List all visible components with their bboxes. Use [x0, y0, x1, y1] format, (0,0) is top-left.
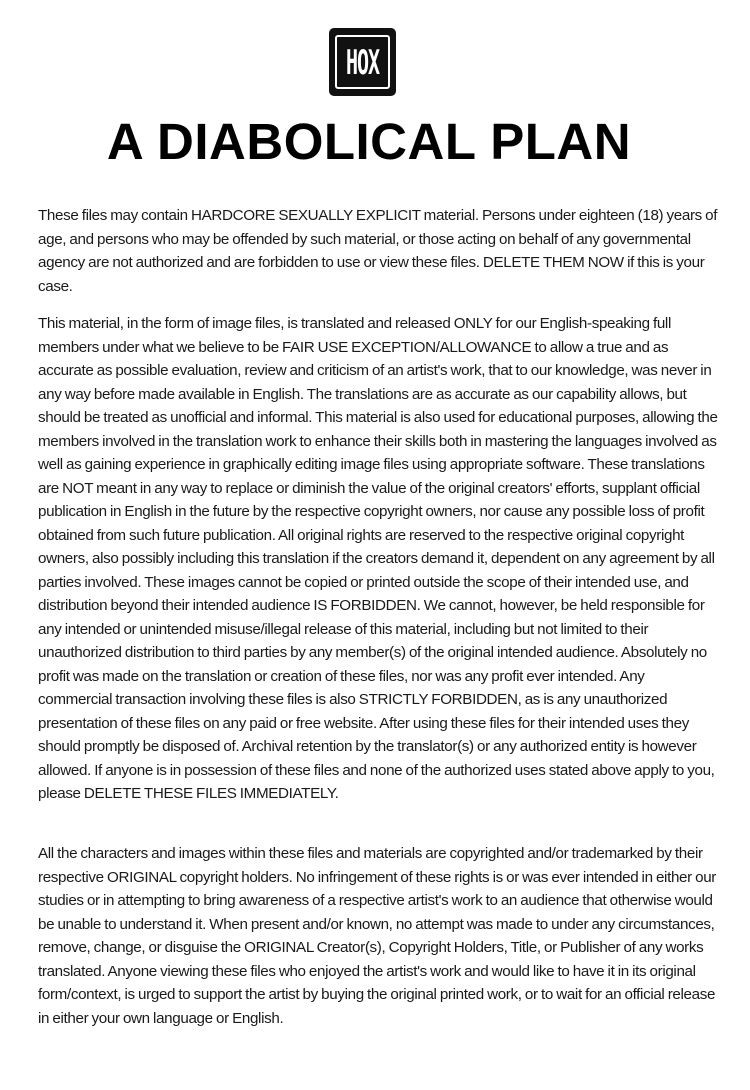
- disclaimer-paragraph-fair-use: This material, in the form of image files, is translated and released ONLY for our English-speaking full members under what we believe to be FAIR USE EXCEPTION/ALLOWANCE to allow a true and as accurate as possible evaluation, review and criticism of an artist's work, that to our knowledge, was never in any way before made available in English. The translations are as accurate as our capability allows, but should be treated as unofficial and informal. This material is also used for educational purposes, allowing the members involved in the translation work to enhance their skills both in mastering the languages involved as well as gaining experience in graphically editing image files using appropriate software. These translations are NOT meant in any way to replace or diminish the value of the original creators' efforts, supplant official publication in English in the future by the respective copyright owners, nor cause any possible loss of profit obtained from such future publication. All original rights are reserved to the respective original copyright owners, also possibly including this translation if the creators demand it, dependent on any agreement by all parties involved. These images cannot be copied or printed outside the scope of their intended use, and distribution beyond their intended audience IS FORBIDDEN. We cannot, however, be held responsible for any intended or unintended misuse/illegal release of this material, including but not limited to their unauthorized distribution to third parties by any member(s) of the original intended audience. Absolutely no profit was made on the translation or creation of these files, nor was any profit ever intended. Any commercial transaction involving these files is also STRICTLY FORBIDDEN, as is any unauthorized presentation of these files on any paid or free website. After using these files for their intended uses they should promptly be disposed of. Archival retention by the translator(s) or any authorized entity is however allowed. If anyone is in possession of these files and none of the authorized uses stated above apply to you, please DELETE THESE FILES IMMEDIATELY.: [38, 315, 718, 802]
- hox-logo-text: HOX: [345, 41, 380, 83]
- disclaimer-paragraph-explicit-warning: These files may contain HARDCORE SEXUALLY EXPLICIT material. Persons under eighteen (18) years of age, and persons who may be offended by such material, or those acting on behalf of any governmental agency are not authorized and are forbidden to use or view these files. DELETE THEM NOW if this is your case.: [38, 207, 718, 295]
- hox-logo: [329, 28, 396, 96]
- disclaimer-paragraph-copyright: All the characters and images within these files and materials are copyrighted and/or trademarked by their respective ORIGINAL copyright holders. No infringement of these rights is or was ever intended in either our studies or in attempting to bring awareness of a respective artist's work to an audience that otherwise would be unable to understand it. When present and/or known, no attempt was made to under any circumstances, remove, change, or disguise the ORIGINAL Creator(s), Copyright Holders, Title, or Publisher of any works translated. Anyone viewing these files who enjoyed the artist's work and would like to have it in its original form/context, is urged to support the artist by buying the original printed work, or to wait for an official release in either your own language or English.: [38, 845, 717, 1027]
- hox-logo-frame: [335, 35, 390, 89]
- page-title: A DIABOLICAL PLAN: [106, 113, 632, 170]
